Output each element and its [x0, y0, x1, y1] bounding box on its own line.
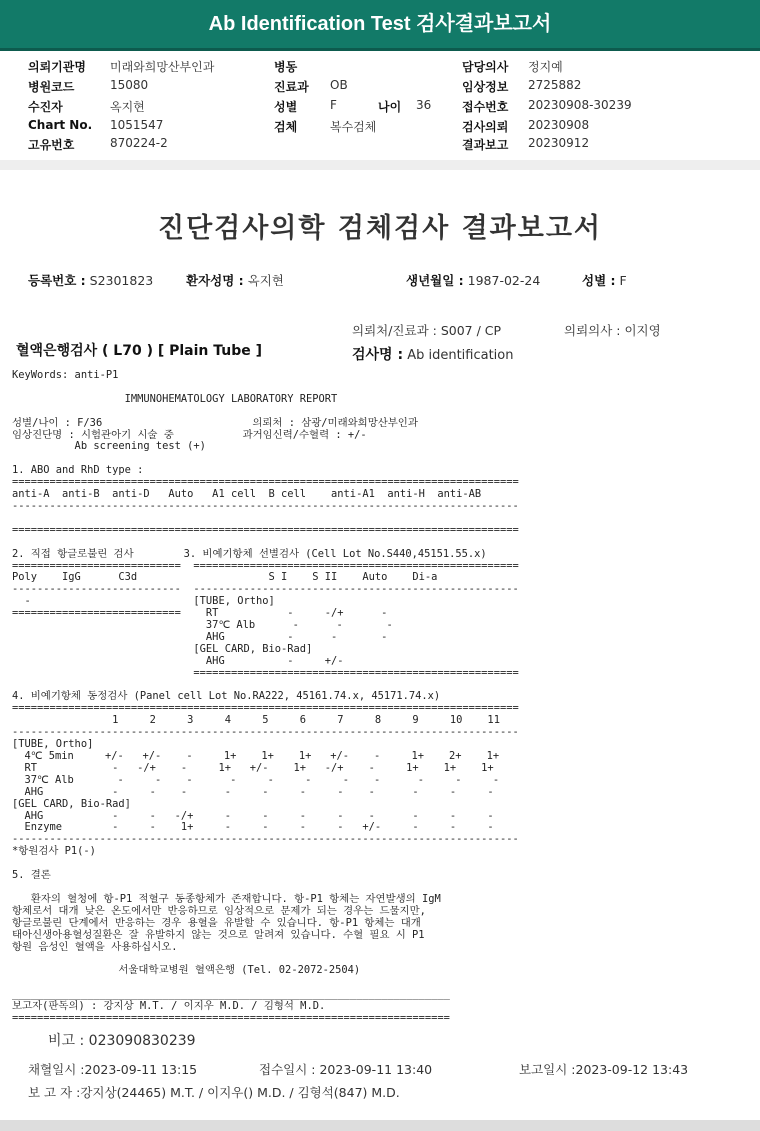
test-name: 검사명 : Ab identification [352, 347, 514, 363]
info-label: 고유번호 [28, 138, 75, 152]
info-value: 1051547 [110, 118, 164, 132]
info-value: 20230908-30239 [528, 98, 632, 112]
reporter: 보 고 자 :강지상(24465) M.T. / 이지우() M.D. / 김형석(847) M.D. [28, 1085, 400, 1100]
test-group: 혈액은행검사 ( L70 ) [ Plain Tube ] [16, 343, 263, 359]
lab-report-text: KeyWords: anti-P1 IMMUNOHEMATOLOGY LABORATORY REPORT 성별/나이 : F/36 의뢰처 : 삼광/미래와희망산부인과 임상진단명 : 시험관아기 시술 중 과거임신력/수혈력 : +/- Ab screening test (+) 1. ABO and RhD type : ================================================================================= anti-A anti-B anti-D Auto A1 cell B cell anti-A1 anti-H anti-AB --------------------------------------------------------------------------------- ================================================================================= 2. 직접 항글로불린 검사 3. 비예기항체 선별검사 (Cell Lot No.S440,45151.55.x) =========================== ==================================================== Poly IgG C3d S I S II Auto Di-a --------------------------- ---------------------------------------------------- - [TUBE, Ortho] =========================== RT - -/+ - 37℃ Alb - - - AHG - - - [GEL CARD, Bio-Rad] AHG - +/- ==================================================== 4. 비예기항체 동정검사 (Panel cell Lot No.RA222, 45161.74.x, 45171.74.x) ================================================================================= 1 2 3 4 5 6 7 8 9 10 11 --------------------------------------------------------------------------------- [TUBE, Ortho] 4℃ 5min +/- +/- - 1+ 1+ 1+ +/- - 1+ 2+ 1+ RT - -/+ - 1+ +/- 1+ -/+ - 1+ 1+ 1+ 37℃ Alb - - - - - - - - - - - AHG - - - - - - - - - - - [GEL CARD, Bio-Rad] AHG - - -/+ - - - - - - - - Enzyme - - 1+ - - - - +/- - - - --------------------------------------------------------------------------------- *항원검사 P1(-) 5. 결론 환자의 혈청에 항-P1 적혈구 동종항체가 존재합니다. 항-P1 항체는 자연발생의 IgM 항체로서 대개 낮은 온도에서만 반응하므로 임상적으로 문제가 되는 경우는 드물지만, 항글로불린 단계에서 반응하는 경우 용혈을 유발할 수 있습니다. 항-P1 항체는 대개 태아신생아용혈성질환은 잘 유발하지 않는 것으로 알려져 있습니다. 수혈 필요 시 P1 항원 음성인 혈액을 사용하십시오. 서울대학교병원 혈액은행 (Tel. 02-2072-2504) ______________________________________________________________________ 보고자(판독의) : 강지상 M.T. / 이지우 M.D. / 김형석 M.D. ====================================================================== [12, 369, 519, 1024]
info-label: 담당의사 [462, 60, 509, 74]
note-field: 비고 : 023090830239 [48, 1033, 196, 1049]
info-label: 병원코드 [28, 80, 75, 94]
info-label: 의뢰기관명 [28, 60, 86, 74]
info-value: 미래와희망산부인과 [110, 60, 215, 74]
report-time: 보고일시 :2023-09-12 13:43 [519, 1062, 689, 1077]
info-label: 성별 [274, 100, 298, 114]
info-value: 복수검체 [330, 120, 377, 134]
info-value: 20230912 [528, 136, 590, 150]
requesting-dept: 의뢰처/진료과 : S007 / CP [352, 323, 502, 338]
page-bottom-bar [0, 1120, 760, 1131]
patient-name: 환자성명 : 옥지현 [186, 273, 284, 288]
info-label: 임상정보 [462, 80, 509, 94]
info-value: 20230908 [528, 118, 590, 132]
requesting-doctor: 의뢰의사 : 이지영 [564, 323, 661, 338]
info-value: 15080 [110, 78, 149, 92]
info-value: 870224-2 [110, 136, 168, 150]
info-label: 검사의뢰 [462, 120, 509, 134]
info-label: 검체 [274, 120, 298, 134]
collection-time: 채혈일시 :2023-09-11 13:15 [28, 1062, 198, 1077]
birth-date: 생년월일 : 1987-02-24 [406, 273, 541, 288]
info-label: 병동 [274, 60, 298, 74]
info-value: 옥지현 [110, 100, 145, 114]
info-label: 수진자 [28, 100, 63, 114]
info-value: F [330, 98, 337, 112]
report-header: Ab Identification Test 검사결과보고서 [0, 0, 760, 48]
info-label: 나이 [378, 100, 402, 114]
info-label: Chart No. [28, 118, 93, 132]
page-title: 진단검사의학 검체검사 결과보고서 [157, 213, 603, 244]
info-label: 결과보고 [462, 138, 509, 152]
patient-sex: 성별 : F [582, 273, 627, 288]
info-label: 진료과 [274, 80, 309, 94]
info-label: 접수번호 [462, 100, 509, 114]
info-value: 정지예 [528, 60, 563, 74]
header-divider [0, 48, 760, 51]
section-separator [0, 160, 760, 170]
receipt-time: 접수일시 : 2023-09-11 13:40 [259, 1062, 433, 1077]
info-value: 2725882 [528, 78, 582, 92]
info-value: OB [330, 78, 348, 92]
info-value: 36 [416, 98, 432, 112]
registration-number: 등록번호 : S2301823 [28, 273, 154, 288]
